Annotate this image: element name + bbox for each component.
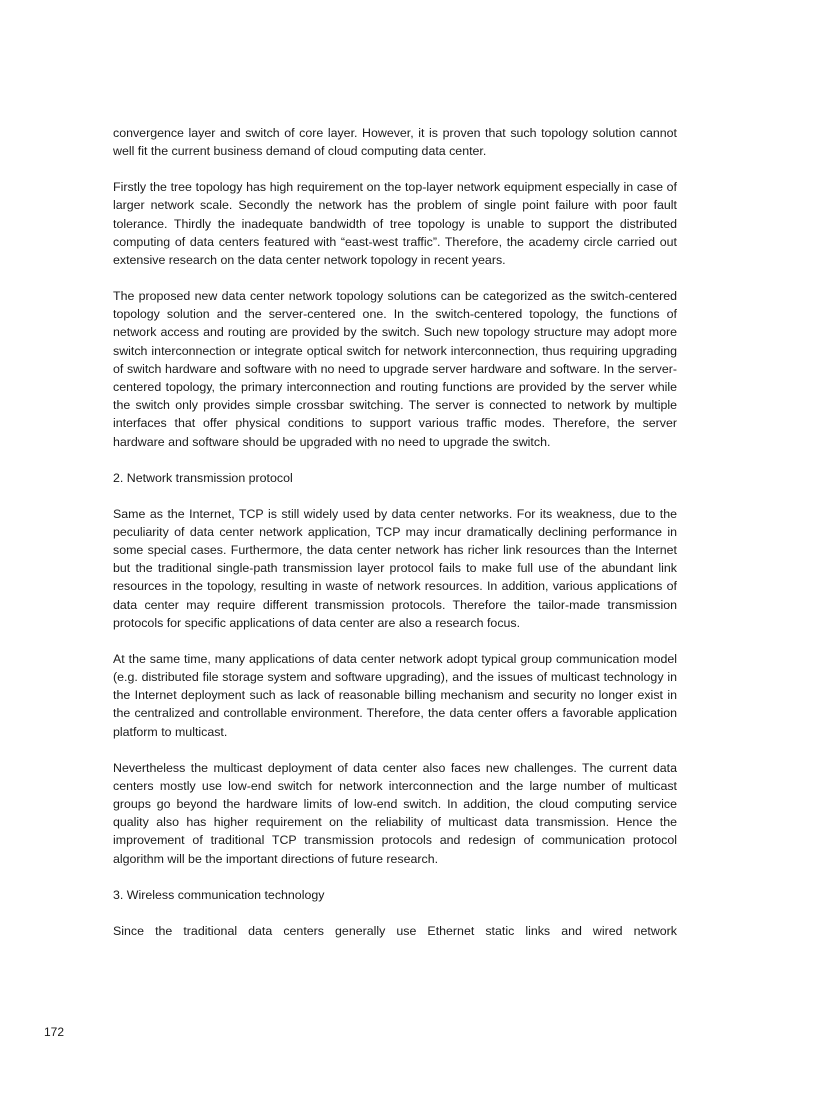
paragraph-multicast-challenges: Nevertheless the multicast deployment of data center also faces new challenges. The current data centers mostly use low-end switch for network interconnection and the large number of multicast groups go beyond the hardware limits of low-end switch. In addition, the cloud computing service quality also has higher requirement on the reliability of multicast data transmission. Hence the improvement of traditional TCP transmission protocols and redesign of communication protocol algorithm will be the important directions of future research. [113, 760, 677, 866]
paragraph-group-communication: At the same time, many applications of data center network adopt typical group communication model (e.g. distributed file storage system and software upgrading), and the issues of multicast technology in the Internet deployment such as lack of reasonable billing mechanism and security no longer exist in the centralized and controllable environment. Therefore, the data center offers a favorable application platform to multicast. [113, 651, 677, 739]
paragraph-new-topology-solutions: The proposed new data center network topology solutions can be categorized as the switch-centered topology solution and the server-centered one. In the switch-centered topology, the functions of network access and routing are provided by the switch. Such new topology structure may adopt more switch interconnection or integrate optical switch for network interconnection, thus requiring upgrading of switch hardware and software with no need to upgrade server hardware and software. In the server-centered topology, the primary interconnection and routing functions are provided by the server while the switch only provides simple crossbar switching. The server is connected to network by multiple interfaces that offer physical conditions to support various traffic modes. Therefore, the server hardware and software should be upgraded with no need to upgrade the switch. [113, 289, 677, 449]
paragraph-tcp-weakness: Same as the Internet, TCP is still widely used by data center networks. For its weakness, due to the peculiarity of data center network application, TCP may incur dramatically declining performance in some special cases. Furthermore, the data center network has richer link resources than the Internet but the traditional single-path transmission layer protocol fails to make full use of the abundant link resources in the topology, resulting in waste of network resources. In addition, various applications of data center may require different transmission protocols. Therefore the tailor-made transmission protocols for specific applications of data center are also a research focus. [113, 506, 677, 630]
page-body [113, 124, 677, 940]
page-number: 172 [44, 1025, 65, 1039]
paragraph-topology-intro: convergence layer and switch of core layer. However, it is proven that such topology solution cannot well fit the current business demand of cloud computing data center. [113, 126, 677, 159]
paragraph-wireless-intro: Since the traditional data centers generally use Ethernet static links and wired network [113, 923, 677, 938]
section-heading-network-transmission-protocol: 2. Network transmission protocol [113, 470, 293, 485]
paragraph-tree-topology-limits: Firstly the tree topology has high requirement on the top-layer network equipment especially in case of larger network scale. Secondly the network has the problem of single point failure with poor fault tolerance. Thirdly the inadequate bandwidth of tree topology is unable to support the distributed computing of data centers featured with “east-west traffic”. Therefore, the academy circle carried out extensive research on the data center network topology in recent years. [113, 180, 677, 268]
section-heading-wireless-communication: 3. Wireless communication technology [113, 887, 325, 902]
